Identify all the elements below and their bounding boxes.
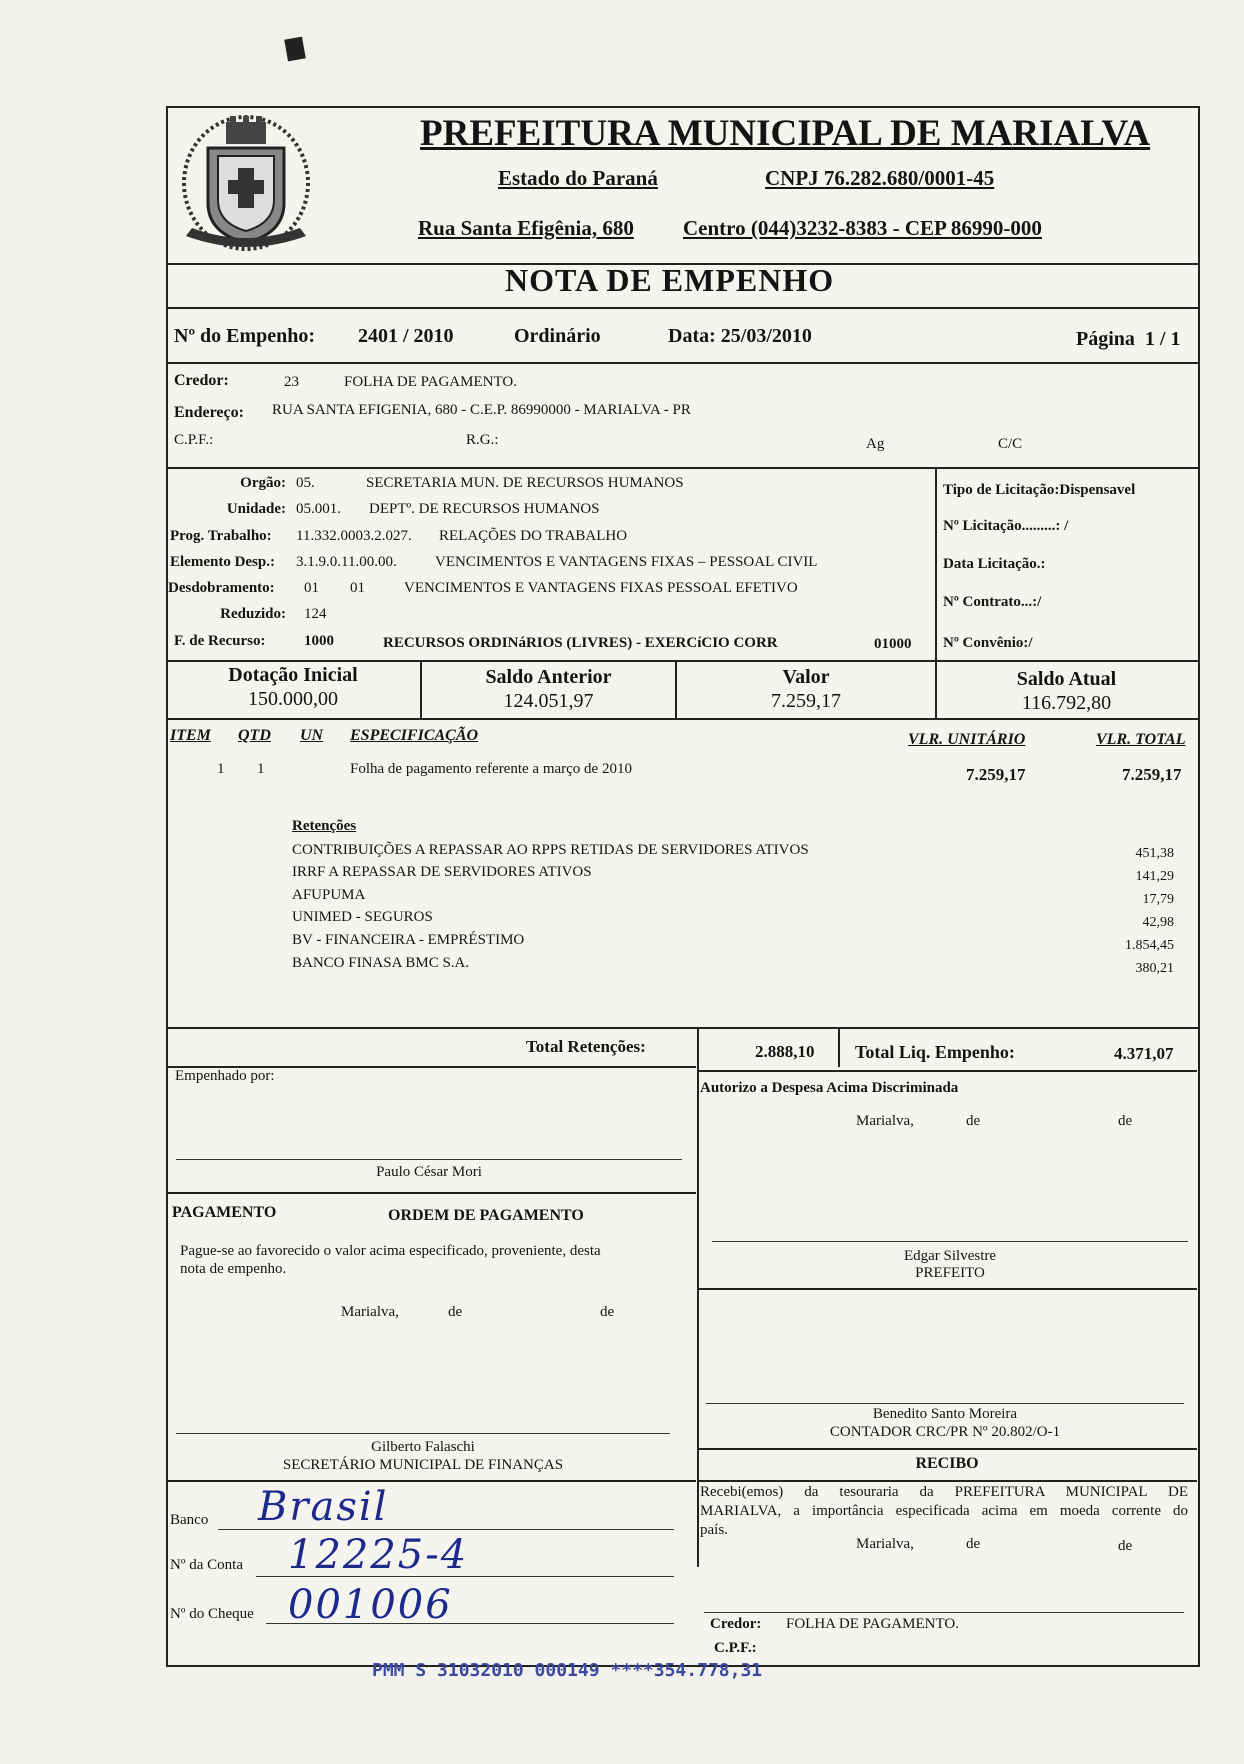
contador-signer: Benedito Santo Moreira bbox=[872, 1406, 1018, 1422]
recibo-title: RECIBO bbox=[915, 1455, 979, 1472]
banco-label: Banco bbox=[170, 1512, 209, 1528]
elemento-label: Elemento Desp.: bbox=[170, 554, 275, 570]
recibo-credor-value: FOLHA DE PAGAMENTO. bbox=[786, 1616, 959, 1632]
recurso-code2: 01000 bbox=[874, 636, 912, 652]
cnpj-label: CNPJ 76.282.680/0001-45 bbox=[765, 166, 995, 190]
retencao-value: 1.854,45 bbox=[1125, 938, 1174, 953]
empenhado-signer: Paulo César Mori bbox=[376, 1164, 482, 1180]
saldo-anterior-label: Saldo Anterior bbox=[485, 666, 612, 688]
conta-handwritten: 12225-4 bbox=[288, 1532, 469, 1578]
prog-label: Prog. Trabalho: bbox=[170, 528, 272, 544]
unidade-name: DEPTº. DE RECURSOS HUMANOS bbox=[369, 501, 600, 517]
recibo-cpf-label: C.P.F.: bbox=[714, 1640, 757, 1656]
cc-label: C/C bbox=[998, 436, 1023, 452]
state-label: Estado do Paraná bbox=[498, 166, 658, 190]
retencao-desc: IRRF A REPASSAR DE SERVIDORES ATIVOS bbox=[292, 864, 592, 880]
retencao-value: 17,79 bbox=[1142, 892, 1174, 907]
recurso-label: F. de Recurso: bbox=[174, 633, 266, 649]
saldo-atual-label: Saldo Atual bbox=[1016, 668, 1117, 690]
pagamento-de2: de bbox=[600, 1304, 615, 1320]
total-liquido-value: 4.371,07 bbox=[1114, 1044, 1174, 1063]
pagamento-de1: de bbox=[448, 1304, 463, 1320]
licitacao-convenio: Nº Convênio:/ bbox=[943, 635, 1033, 651]
retencao-desc: BANCO FINASA BMC S.A. bbox=[292, 955, 470, 971]
autorizo-de1: de bbox=[966, 1113, 981, 1129]
saldo-anterior-value: 124.051,97 bbox=[503, 690, 594, 712]
autorizo-de2: de bbox=[1118, 1113, 1133, 1129]
dotacao-value: 150.000,00 bbox=[248, 688, 338, 710]
orgao-name: SECRETARIA MUN. DE RECURSOS HUMANOS bbox=[366, 475, 684, 491]
autorizo-title: Autorizo a Despesa Acima Discriminada bbox=[700, 1080, 959, 1096]
item-unit-value: 7.259,17 bbox=[966, 765, 1026, 784]
empenho-date: Data: 25/03/2010 bbox=[668, 325, 812, 347]
pagamento-label: PAGAMENTO bbox=[172, 1204, 277, 1221]
banco-handwritten: Brasil bbox=[258, 1484, 389, 1530]
valor-value: 7.259,17 bbox=[771, 690, 841, 712]
pagamento-text-2: nota de empenho. bbox=[180, 1261, 287, 1277]
col-un: UN bbox=[300, 727, 324, 744]
cheque-handwritten: 001006 bbox=[288, 1582, 453, 1628]
contador-role: CONTADOR CRC/PR Nº 20.802/O-1 bbox=[829, 1424, 1061, 1440]
recurso-name: RECURSOS ORDINáRIOS (LIVRES) - EXERCíCIO CORR bbox=[383, 635, 778, 651]
saldo-atual-value: 116.792,80 bbox=[1021, 692, 1112, 714]
page-title: PREFEITURA MUNICIPAL DE MARIALVA bbox=[420, 113, 1151, 154]
retencao-value: 451,38 bbox=[1135, 846, 1174, 861]
prog-code: 11.332.0003.2.027. bbox=[296, 528, 412, 544]
empenhado-label: Empenhado por: bbox=[175, 1068, 275, 1084]
autorizo-place: Marialva, bbox=[856, 1113, 914, 1129]
retencao-value: 42,98 bbox=[1142, 915, 1174, 930]
autorizo-role: PREFEITO bbox=[915, 1265, 985, 1281]
elemento-code: 3.1.9.0.11.00.00. bbox=[296, 554, 397, 570]
col-especificacao: ESPECIFICAÇÃO bbox=[350, 727, 479, 744]
recurso-code: 1000 bbox=[304, 633, 334, 649]
recibo-de1: de bbox=[966, 1536, 981, 1552]
pagamento-place: Marialva, bbox=[341, 1304, 399, 1320]
reduzido-code: 124 bbox=[304, 606, 327, 622]
orgao-label: Orgão: bbox=[240, 475, 286, 491]
desdobramento-code: 01 bbox=[304, 580, 319, 596]
recibo-text-2: MARIALVA, a importância especificada acima em moeda corrente do bbox=[700, 1503, 1188, 1519]
pagamento-signer: Gilberto Falaschi bbox=[371, 1439, 475, 1455]
endereco-label: Endereço: bbox=[174, 404, 244, 421]
cheque-label: Nº do Cheque bbox=[170, 1606, 254, 1622]
recibo-text-1: Recebi(emos) da tesouraria da PREFEITURA MUNICIPAL DE bbox=[700, 1484, 1188, 1500]
retencao-desc: CONTRIBUIÇÕES A REPASSAR AO RPPS RETIDAS DE SERVIDORES ATIVOS bbox=[292, 842, 809, 858]
conta-label: Nº da Conta bbox=[170, 1557, 243, 1573]
licitacao-contrato: Nº Contrato...:/ bbox=[943, 594, 1042, 610]
licitacao-data: Data Licitação.: bbox=[943, 556, 1046, 572]
page-label: Página 1 / 1 bbox=[1076, 328, 1181, 350]
empenho-type: Ordinário bbox=[514, 325, 601, 347]
dotacao-label: Dotação Inicial bbox=[228, 664, 358, 686]
prog-name: RELAÇÕES DO TRABALHO bbox=[439, 528, 628, 544]
ag-label: Ag bbox=[866, 436, 885, 452]
pagamento-text-1: Pague-se ao favorecido o valor acima especificado, proveniente, desta bbox=[180, 1243, 601, 1259]
licitacao-numero: Nº Licitação.........: / bbox=[943, 518, 1069, 534]
item-qtd: 1 bbox=[257, 761, 265, 777]
recibo-text-3: país. bbox=[700, 1522, 728, 1538]
elemento-name: VENCIMENTOS E VANTAGENS FIXAS – PESSOAL CIVIL bbox=[435, 554, 818, 570]
col-qtd: QTD bbox=[238, 727, 271, 744]
unidade-code: 05.001. bbox=[296, 501, 341, 517]
endereco-value: RUA SANTA EFIGENIA, 680 - C.E.P. 86990000 - MARIALVA - PR bbox=[272, 402, 691, 418]
cpf-label: C.P.F.: bbox=[174, 432, 214, 448]
credor-label: Credor: bbox=[174, 372, 229, 389]
retencao-desc: AFUPUMA bbox=[292, 887, 366, 903]
item-total-value: 7.259,17 bbox=[1122, 765, 1182, 784]
credor-code: 23 bbox=[284, 374, 299, 390]
retencoes-title: Retenções bbox=[292, 818, 357, 834]
recibo-de2: de bbox=[1118, 1538, 1133, 1554]
contact-label: Centro (044)3232-8383 - CEP 86990-000 bbox=[683, 216, 1042, 240]
total-liquido-label: Total Liq. Empenho: bbox=[855, 1042, 1015, 1062]
rg-label: R.G.: bbox=[466, 432, 499, 448]
payment-stamp: PMM S 31032010 000149 ****354.778,31 bbox=[372, 1660, 763, 1681]
coat-of-arms-icon bbox=[176, 108, 316, 258]
empenho-label: Nº do Empenho: bbox=[174, 325, 316, 347]
recibo-place: Marialva, bbox=[856, 1536, 914, 1552]
pagamento-role: SECRETÁRIO MUNICIPAL DE FINANÇAS bbox=[282, 1457, 564, 1473]
desdobramento-code2: 01 bbox=[350, 580, 365, 596]
desdobramento-label: Desdobramento: bbox=[168, 580, 275, 596]
document-title: NOTA DE EMPENHO bbox=[505, 262, 835, 298]
street-label: Rua Santa Efigênia, 680 bbox=[418, 216, 634, 240]
scan-mark bbox=[284, 37, 306, 62]
licitacao-tipo: Tipo de Licitação:Dispensavel bbox=[943, 482, 1136, 498]
retencao-desc: BV - FINANCEIRA - EMPRÉSTIMO bbox=[292, 932, 525, 948]
col-valor-total: VLR. TOTAL bbox=[1096, 731, 1186, 748]
col-item: ITEM bbox=[170, 727, 211, 744]
item-description: Folha de pagamento referente a março de 2010 bbox=[350, 761, 632, 777]
ordem-pagamento-title: ORDEM DE PAGAMENTO bbox=[388, 1207, 584, 1224]
retencao-value: 141,29 bbox=[1135, 869, 1174, 884]
total-retencoes-value: 2.888,10 bbox=[755, 1042, 815, 1061]
empenho-number: 2401 / 2010 bbox=[358, 325, 454, 347]
credor-name: FOLHA DE PAGAMENTO. bbox=[344, 374, 517, 390]
reduzido-label: Reduzido: bbox=[220, 606, 286, 622]
desdobramento-name: VENCIMENTOS E VANTAGENS FIXAS PESSOAL EFETIVO bbox=[404, 580, 798, 596]
item-number: 1 bbox=[217, 761, 225, 777]
retencao-desc: UNIMED - SEGUROS bbox=[292, 909, 433, 925]
orgao-code: 05. bbox=[296, 475, 315, 491]
unidade-label: Unidade: bbox=[226, 501, 286, 517]
retencao-value: 380,21 bbox=[1135, 961, 1174, 976]
valor-label: Valor bbox=[782, 666, 830, 688]
autorizo-signer: Edgar Silvestre bbox=[903, 1248, 997, 1264]
col-valor-unitario: VLR. UNITÁRIO bbox=[908, 731, 1026, 748]
recibo-credor-label: Credor: bbox=[710, 1616, 762, 1632]
total-retencoes-label: Total Retenções: bbox=[526, 1037, 646, 1056]
